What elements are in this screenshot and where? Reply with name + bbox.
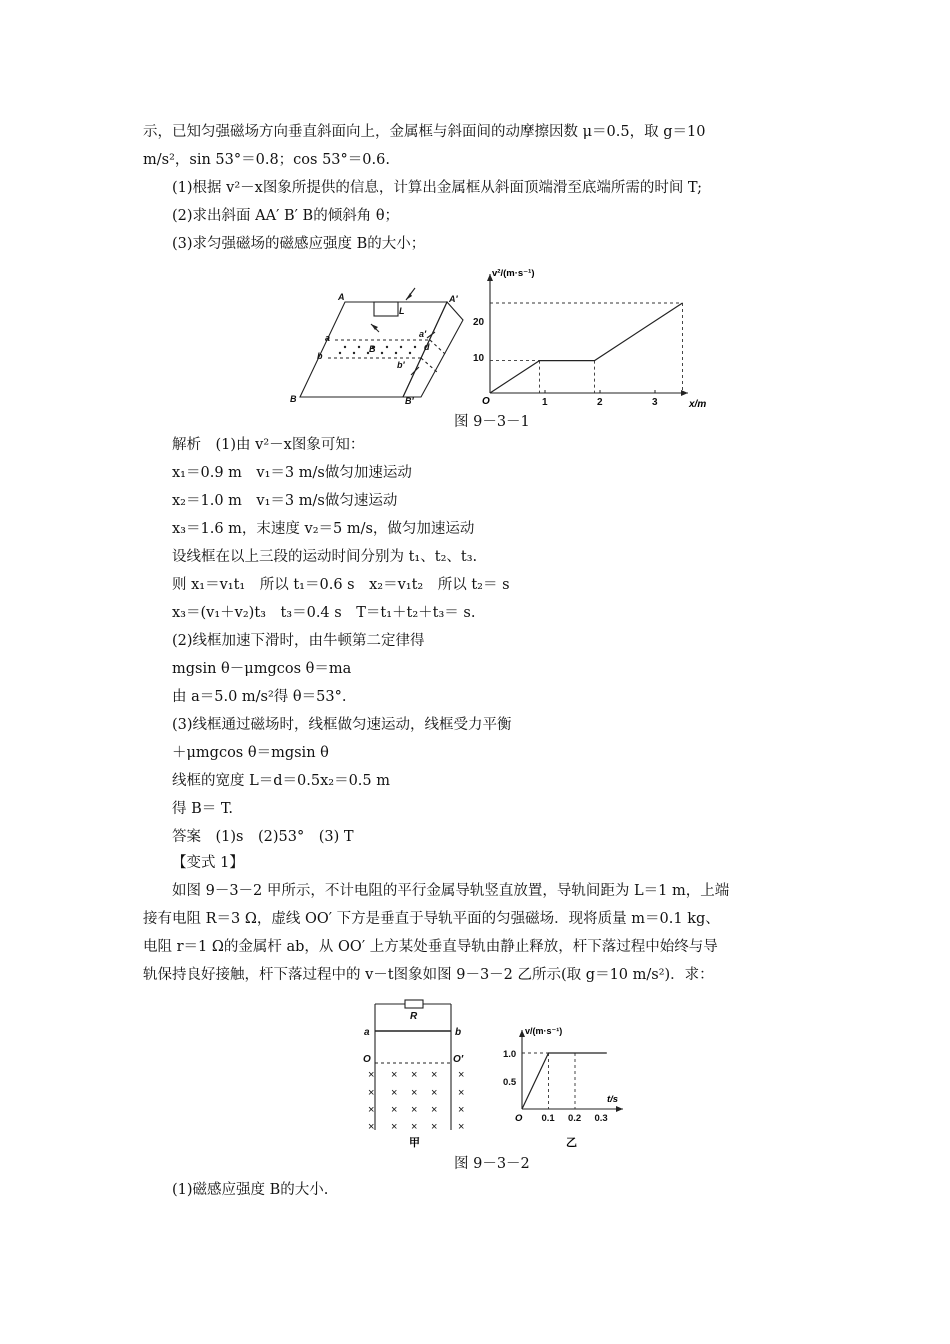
label-B-field: B (369, 344, 376, 354)
chart1-xtick-2: 2 (597, 397, 603, 408)
solution-line-14: 得 B＝ T. (172, 801, 234, 817)
label-B-prime: B′ (405, 396, 414, 406)
chart1-xtick-1: 1 (542, 397, 548, 408)
field-cross-1: × (368, 1069, 375, 1081)
field-cross-20: × (458, 1121, 465, 1133)
intro-line-2: m/s²，sin 53°＝0.8；cos 53°＝0.6. (143, 152, 390, 168)
variant-text-1: 如图 9－3－2 甲所示，不计电阻的平行金属导轨竖直放置，导轨间距为 L＝1 m，上端 (172, 883, 730, 899)
chart1-ytick-10: 10 (473, 353, 485, 364)
solution-line-6: 则 x₁＝v₁t₁ 所以 t₁＝0.6 s x₂＝v₁t₂ 所以 t₂＝ s (172, 577, 510, 593)
field-cross-6: × (368, 1087, 375, 1099)
label-A-prime: A′ (449, 294, 458, 304)
field-cross-3: × (411, 1069, 418, 1081)
solution-line-5: 设线框在以上三段的运动时间分别为 t₁、t₂、t₃. (172, 549, 478, 565)
question-3: (3)求匀强磁场的磁感应强度 B的大小； (172, 236, 426, 252)
field-cross-15: × (458, 1104, 465, 1116)
label-B-corner: B (290, 394, 297, 404)
chart2-origin: O (515, 1113, 523, 1124)
variant-text-3: 电阻 r＝1 Ω的金属杆 ab，从 OO′ 上方某处垂直导轨由静止释放，杆下落过程中始终与导 (143, 939, 718, 955)
figure-1-caption: 图 9－3－1 (454, 414, 530, 430)
chart1-ylabel: v²/(m·s⁻¹) (492, 268, 535, 279)
field-cross-18: × (411, 1121, 418, 1133)
variant-text-2: 接有电阻 R＝3 Ω，虚线 OO′ 下方是垂直于导轨平面的匀强磁场．现将质量 m＝0.1 kg、 (143, 911, 720, 927)
field-cross-12: × (391, 1104, 398, 1116)
chart2-ytick-1.0: 1.0 (503, 1049, 517, 1060)
label-b: b (317, 351, 323, 361)
rail-figure (362, 996, 482, 1148)
solution-line-7: x₃＝(v₁＋v₂)t₃ t₃＝0.4 s T＝t₁＋t₂＋t₃＝ s. (172, 605, 476, 621)
field-cross-11: × (368, 1104, 375, 1116)
label-A: A (338, 292, 345, 302)
solution-line-2: x₁＝0.9 m v₁＝3 m/s做匀加速运动 (172, 465, 412, 481)
field-cross-14: × (431, 1104, 438, 1116)
label-a-prime: a′ (419, 329, 427, 339)
label-jia: 甲 (409, 1137, 420, 1148)
solution-line-1: 解析 (1)由 v²－x图象可知： (172, 437, 365, 453)
field-cross-19: × (431, 1121, 438, 1133)
label-L: L (399, 306, 405, 316)
solution-line-13: 线框的宽度 L＝d＝0.5x₂＝0.5 m (172, 773, 390, 789)
field-cross-7: × (391, 1087, 398, 1099)
field-cross-16: × (368, 1121, 375, 1133)
chart1-origin: O (482, 396, 490, 407)
solution-line-4: x₃＝1.6 m，末速度 v₂＝5 m/s，做匀加速运动 (172, 521, 475, 537)
solution-line-10: 由 a＝5.0 m/s²得 θ＝53°. (172, 689, 347, 705)
incline-figure (285, 280, 470, 410)
resistor-label: R (410, 1011, 418, 1022)
rod-end-a: a (364, 1027, 370, 1038)
field-cross-2: × (391, 1069, 398, 1081)
field-cross-8: × (411, 1087, 418, 1099)
solution-line-9: mgsin θ－μmgcos θ＝ma (172, 661, 352, 677)
solution-line-12: ＋μmgcos θ＝mgsin θ (172, 745, 329, 761)
label-b-prime: b′ (397, 360, 405, 370)
question-1: (1)根据 v²－x图象所提供的信息，计算出金属框从斜面顶端滑至底端所需的时间 T; (172, 180, 702, 196)
field-cross-17: × (391, 1121, 398, 1133)
chart1-series-line (490, 303, 683, 393)
v2-x-chart (470, 262, 710, 412)
chart2-series-line (522, 1053, 607, 1109)
solution-line-3: x₂＝1.0 m v₁＝3 m/s做匀速运动 (172, 493, 398, 509)
chart2-ytick-0.5: 0.5 (503, 1077, 517, 1088)
chart2-ylabel: v/(m·s⁻¹) (525, 1026, 563, 1036)
field-cross-4: × (431, 1069, 438, 1081)
field-cross-5: × (458, 1069, 465, 1081)
final-question: (1)磁感应强度 B的大小. (172, 1182, 329, 1198)
chart2-xtick-0.3: 0.3 (594, 1113, 608, 1124)
label-a: a (325, 333, 331, 343)
solution-line-15: 答案 (1)s (2)53° (3) T (172, 829, 354, 845)
chart1-xtick-3: 3 (652, 397, 658, 408)
solution-line-8: (2)线框加速下滑时，由牛顿第二定律得 (172, 633, 425, 649)
v-t-chart (500, 1020, 630, 1150)
question-2: (2)求出斜面 AA′ B′ B的倾斜角 θ； (172, 208, 400, 224)
chart1-ytick-20: 20 (473, 317, 485, 328)
chart1-xlabel: x/m (689, 399, 707, 410)
figure-2-caption: 图 9－3－2 (454, 1156, 530, 1172)
chart2-xtick-0.1: 0.1 (541, 1113, 555, 1124)
label-yi: 乙 (566, 1137, 577, 1149)
rod-end-b: b (455, 1027, 462, 1038)
chart2-xlabel: t/s (607, 1094, 619, 1105)
label-O-prime: O′ (453, 1054, 464, 1065)
field-cross-10: × (458, 1087, 465, 1099)
field-cross-9: × (431, 1087, 438, 1099)
chart2-xtick-0.2: 0.2 (568, 1113, 582, 1124)
variant-text-4: 轨保持良好接触，杆下落过程中的 v－t图象如图 9－3－2 乙所示(取 g＝10 m/s²)．求： (143, 967, 714, 983)
solution-line-11: (3)线框通过磁场时，线框做匀速运动，线框受力平衡 (172, 717, 512, 733)
label-O: O (363, 1054, 371, 1065)
label-d: d (424, 342, 430, 352)
intro-line-1: 示，已知匀强磁场方向垂直斜面向上，金属框与斜面间的动摩擦因数 μ＝0.5，取 g＝10 (143, 124, 706, 140)
field-cross-13: × (411, 1104, 418, 1116)
variant-title: 【变式 1】 (172, 855, 244, 871)
